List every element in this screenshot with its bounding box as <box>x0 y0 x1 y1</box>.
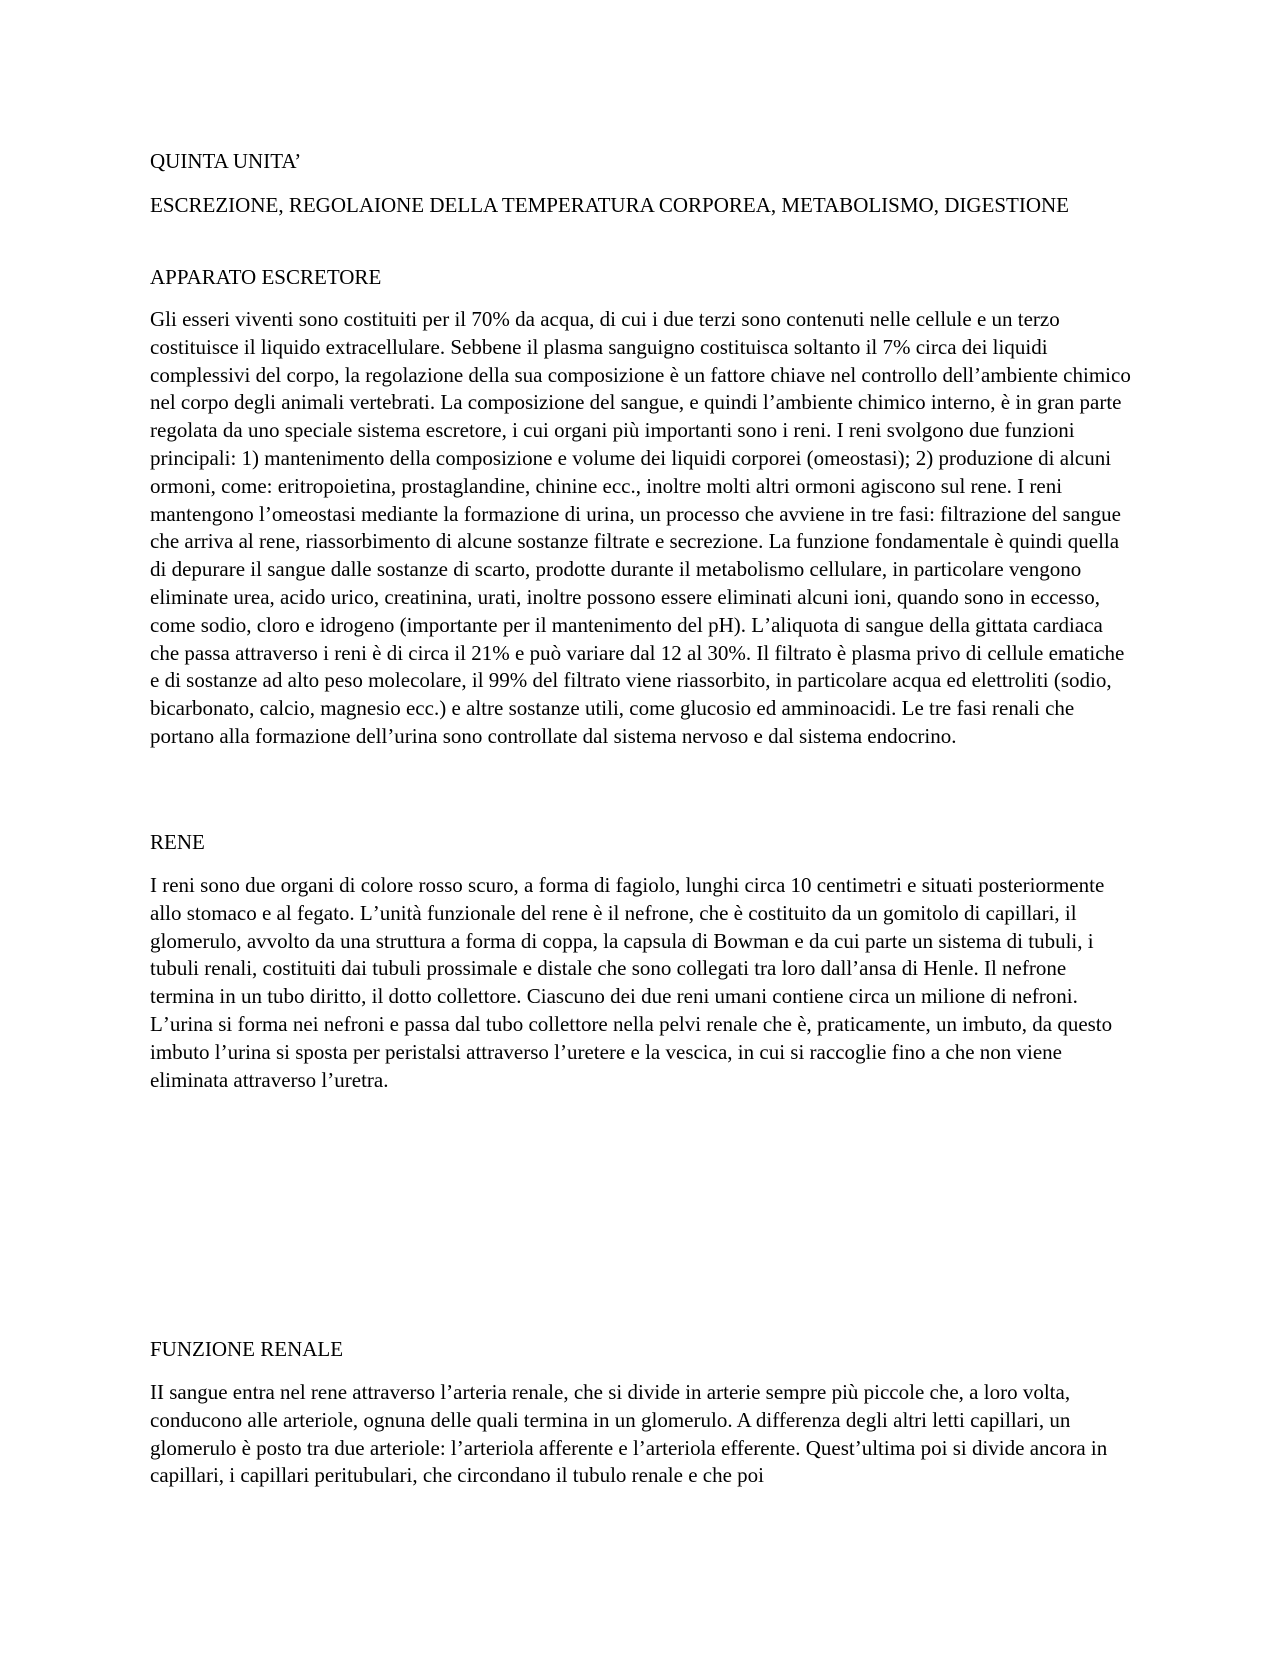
section-heading-apparato-escretore: APPARATO ESCRETORE <box>150 265 382 289</box>
document-subtitle: ESCREZIONE, REGOLAIONE DELLA TEMPERATURA CORPOREA, METABOLISMO, DIGESTIONE <box>150 193 1070 217</box>
section-heading-rene: RENE <box>150 830 205 854</box>
section-paragraph-apparato-escretore: Gli esseri viventi sono costituiti per il 70% da acqua, di cui i due terzi sono contenuti nelle cellule e un terzo costituisce il liquido extracellulare. Sebbene il plasma sanguigno costituisca soltanto il 7% circa dei liquidi complessivi del corpo, la regolazione della sua composizione è un fattore chiave nel controllo dellʼambiente chimico nel corpo degli animali vertebrati. La composizione del sangue, e quindi lʼambiente chimico interno, è in gran parte regolata da uno speciale sistema escretore, i cui organi più importanti sono i reni. I reni svolgono due funzioni principali: 1) mantenimento della composizione e volume dei liquidi corporei (omeostasi); 2) produzione di alcuni ormoni, come: eritropoietina, prostaglandine, chinine ecc., inoltre molti altri ormoni agiscono sul rene. I reni mantengono lʼomeostasi mediante la formazione di urina, un processo che avviene in tre fasi: filtrazione del sangue che arriva al rene, riassorbimento di alcune sostanze filtrate e secrezione. La funzione fondamentale è quindi quella di depurare il sangue dalle sostanze di scarto, prodotte durante il metabolismo cellulare, in particolare vengono eliminate urea, acido urico, creatinina, urati, inoltre possono essere eliminati alcuni ioni, quando sono in eccesso, come sodio, cloro e idrogeno (importante per il mantenimento del pH). Lʼaliquota di sangue della gittata cardiaca che passa attraverso i reni è di circa il 21% e può variare dal 12 al 30%. Il filtrato è plasma privo di cellule ematiche e di sostanze ad alto peso molecolare, il 99% del filtrato viene riassorbito, in particolare acqua ed elettroliti (sodio, bicarbonato, calcio, magnesio ecc.) e altre sostanze utili, come glucosio ed amminoacidi. Le tre fasi renali che portano alla formazione dellʼurina sono controllate dal sistema nervoso e dal sistema endocrino. <box>150 307 1131 748</box>
section-heading-funzione-renale: FUNZIONE RENALE <box>150 1337 344 1361</box>
section-paragraph-funzione-renale: II sangue entra nel rene attraverso lʼarteria renale, che si divide in arterie sempre più piccole che, a loro volta, conducono alle arteriole, ognuna delle quali termina in un glomerulo. A differenza degli altri letti capillari, un glomerulo è posto tra due arteriole: lʼarteriola afferente e lʼarteriola efferente. Questʼultima poi si divide ancora in capillari, i capillari peritubulari, che circondano il tubulo renale e che poi <box>150 1380 1108 1488</box>
section-paragraph-rene: I reni sono due organi di colore rosso scuro, a forma di fagiolo, lunghi circa 10 centimetri e situati posteriormente allo stomaco e al fegato. Lʼunità funzionale del rene è il nefrone, che è costituito da un gomitolo di capillari, il glomerulo, avvolto da una struttura a forma di coppa, la capsula di Bowman e da cui parte un sistema di tubuli, i tubuli renali, costituiti dai tubuli prossimale e distale che sono collegati tra loro dallʼansa di Henle. Il nefrone termina in un tubo diritto, il dotto collettore. Ciascuno dei due reni umani contiene circa un milione di nefroni. Lʼurina si forma nei nefroni e passa dal tubo collettore nella pelvi renale che è, praticamente, un imbuto, da questo imbuto lʼurina si sposta per peristalsi attraverso lʼuretere e la vescica, in cui si raccoglie fino a che non viene eliminata attraverso lʼuretra. <box>150 873 1113 1092</box>
document-title: QUINTA UNITA’ <box>150 149 302 173</box>
